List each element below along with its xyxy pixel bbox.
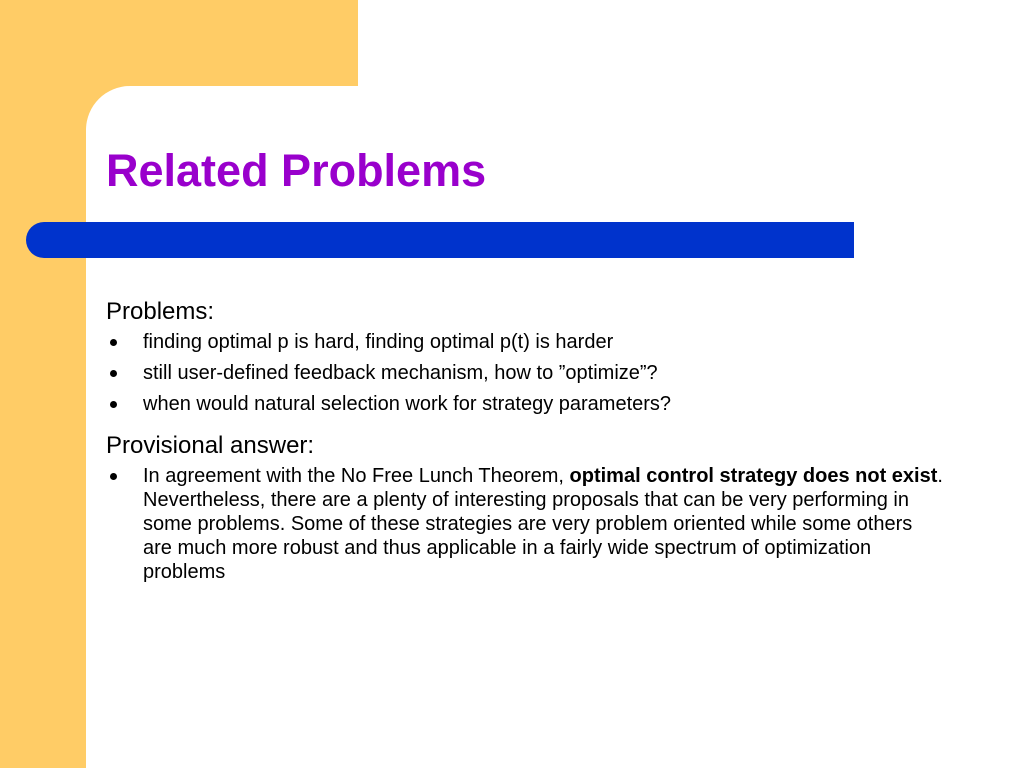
bullet-icon bbox=[110, 370, 117, 377]
list-item bbox=[106, 361, 966, 385]
answer-list bbox=[106, 464, 966, 584]
section-heading-problems: Problems: bbox=[106, 298, 215, 325]
list-item-text: still user-defined feedback mechanism, how to ”optimize”? bbox=[143, 362, 658, 384]
problems-list bbox=[106, 330, 966, 416]
answer-text-part2: . Nevertheless, there are a plenty of interesting proposals that can be very performing in some problems. Some of these strategies are very problem oriented while some others are much more robust and thus applicable in a fairly wide spectrum of optimization problems bbox=[143, 465, 943, 583]
list-item-text: finding optimal p is hard, finding optimal p(t) is harder bbox=[143, 331, 614, 353]
slide-body bbox=[106, 296, 966, 591]
list-item bbox=[106, 464, 943, 584]
list-item bbox=[106, 330, 966, 354]
bullet-icon bbox=[110, 473, 117, 480]
title-underline-bar bbox=[26, 222, 854, 258]
list-item bbox=[106, 392, 966, 416]
slide-title: Related Problems bbox=[106, 145, 487, 196]
answer-text-part1: In agreement with the No Free Lunch Theorem, bbox=[143, 465, 570, 487]
bullet-icon bbox=[110, 401, 117, 408]
list-item-text: when would natural selection work for strategy parameters? bbox=[143, 393, 672, 415]
answer-text-emphasis: optimal control strategy does not exist bbox=[569, 465, 938, 487]
section-heading-provisional-answer: Provisional answer: bbox=[106, 432, 315, 459]
bullet-icon bbox=[110, 339, 117, 346]
